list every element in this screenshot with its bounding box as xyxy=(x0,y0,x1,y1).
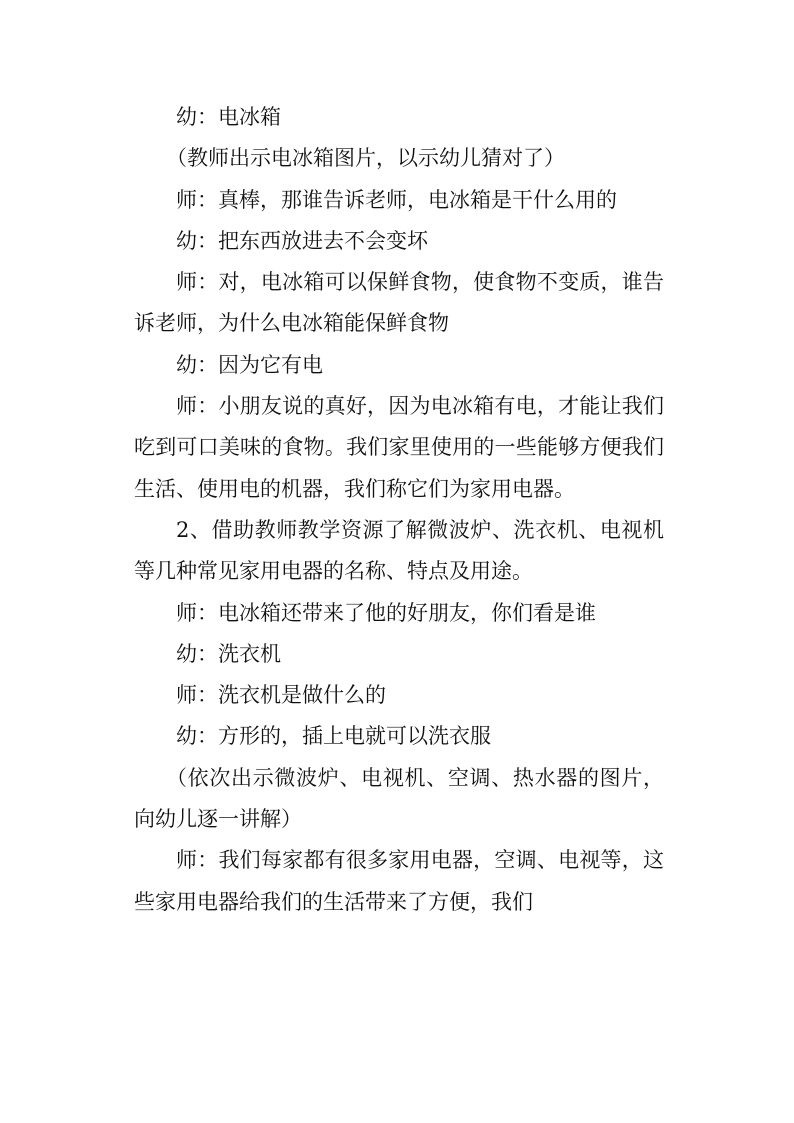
paragraph-teacher-asks-why: 师：对，电冰箱可以保鲜食物，使食物不变质，谁告诉老师，为什么电冰箱能保鲜食物 xyxy=(134,270,664,336)
paragraph-teacher-asks-use: 师：真棒，那谁告诉老师，电冰箱是干什么用的 xyxy=(176,187,617,212)
paragraph-teacher-asks-washer: 师：洗衣机是做什么的 xyxy=(176,683,386,708)
paragraph-child-answer-electricity: 幼：因为它有电 xyxy=(176,352,323,377)
paragraph-teacher-summary: 师：我们每家都有很多家用电器，空调、电视等，这些家用电器给我们的生活带来了方便，我们 xyxy=(134,848,664,914)
paragraph-teacher-friend: 师：电冰箱还带来了他的好朋友，你们看是谁 xyxy=(176,600,596,625)
paragraph-child-answer-washer-use: 幼：方形的，插上电就可以洗衣服 xyxy=(176,724,491,749)
paragraph-teacher-explains-appliances: 师：小朋友说的真好，因为电冰箱有电，才能让我们吃到可口美味的食物。我们家里使用的一些能够方便我们生活、使用电的机器，我们称它们为家用电器。 xyxy=(134,394,664,501)
paragraph-child-answer-washer: 幼：洗衣机 xyxy=(176,641,281,666)
document-body xyxy=(134,97,664,923)
paragraph-teacher-shows-picture: （教师出示电冰箱图片，以示幼儿猜对了） xyxy=(166,146,565,171)
paragraph-step-2: 2、借助教师教学资源了解微波炉、洗衣机、电视机等几种常见家用电器的名称、特点及用途。 xyxy=(134,517,664,584)
paragraph-child-answer-fridge: 幼：电冰箱 xyxy=(176,105,281,129)
paragraph-child-answer-use: 幼：把东西放进去不会变坏 xyxy=(176,228,428,253)
paragraph-show-other-appliances: （依次出示微波炉、电视机、空调、热水器的图片，向幼儿逐一讲解） xyxy=(134,765,664,832)
